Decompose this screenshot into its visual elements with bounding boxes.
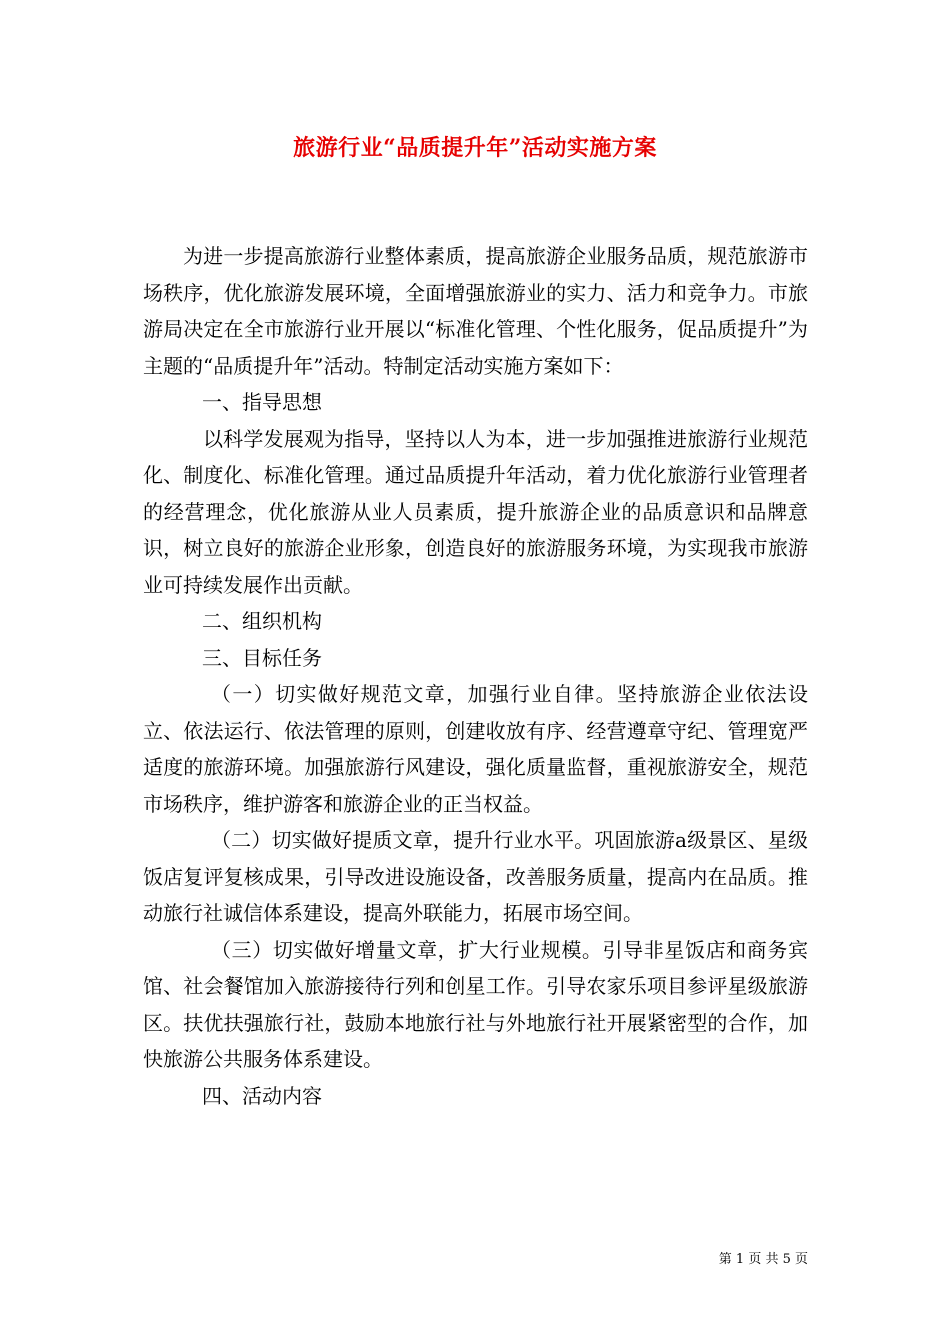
- section-heading-activities: 四、活动内容: [202, 1083, 322, 1108]
- goal-paragraph-3: （三）切实做好增量文章，扩大行业规模。引导非星饭店和商务宾馆、社会餐馆加入旅游接待行列和创星工作。引导农家乐项目参评星级旅游区。扶优扶强旅行社，鼓励本地旅行社与外地旅行社开展紧密型的合作，加快旅游公共服务体系建设。: [143, 937, 808, 1071]
- goal-paragraph-1: （一）切实做好规范文章，加强行业自律。坚持旅游企业依法设立、依法运行、依法管理的原则，创建收放有序、经营遵章守纪、管理宽严适度的旅游环境。加强旅游行风建设，强化质量监督，重视旅游安全，规范市场秩序，维护游客和旅游企业的正当权益。: [143, 682, 808, 816]
- goal-paragraph-2: （二）切实做好提质文章，提升行业水平。巩固旅游a级景区、星级饭店复评复核成果，引导改进设施设备，改善服务质量，提高内在品质。推动旅行社诚信体系建设，提高外联能力，拓展市场空间。: [143, 828, 808, 925]
- section-heading-organization: 二、组织机构: [202, 609, 322, 633]
- guiding-ideology-paragraph: 以科学发展观为指导，坚持以人为本，进一步加强推进旅游行业规范化、制度化、标准化管理。通过品质提升年活动，着力优化旅游行业管理者的经营理念，优化旅游从业人员素质，提升旅游企业的品质意识和品牌意识，树立良好的旅游企业形象，创造良好的旅游服务环境，为实现我市旅游业可持续发展作出贡献。: [143, 426, 808, 597]
- document-body: [143, 238, 808, 1114]
- section-heading-guiding-ideology: 一、指导思想: [202, 390, 322, 414]
- document-title: 旅游行业“品质提升年”活动实施方案: [293, 135, 657, 161]
- page-footer: 第 1 页 共 5 页: [718, 1252, 808, 1267]
- section-heading-goals: 三、目标任务: [202, 645, 322, 670]
- intro-paragraph: 为进一步提高旅游行业整体素质，提高旅游企业服务品质，规范旅游市场秩序，优化旅游发展环境，全面增强旅游业的实力、活力和竞争力。市旅游局决定在全市旅游行业开展以“标准化管理、个性化服务，促品质提升”为主题的“品质提升年”活动。特制定活动实施方案如下：: [143, 244, 808, 378]
